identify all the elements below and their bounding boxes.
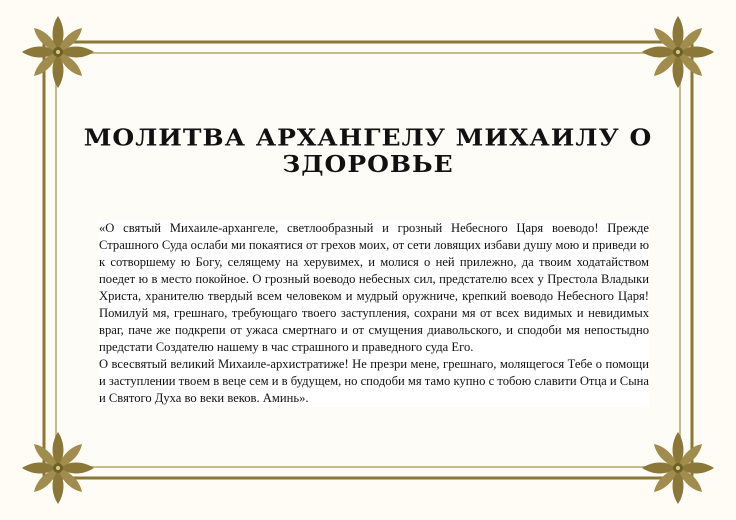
prayer-paragraph: «О святый Михаиле-архангеле, светлообразный и грозный Небесного Царя воеводо! Прежде Страшного Суда ослаби ми покаятися от грехов моих, от сети ловящих избави душу мою и приведи ю к сотворшему ю Богу, селящему на херувимех, и молися о ней прилежно, да твоим ходатайством поедет ю в место покойное. О грозный воеводо небесных сил, предстателю всех у Престола Владыки Христа, хранителю твердый всем человеком и мудрый оружниче, крепкий воеводо Небесного Царя! Помилуй мя, грешнаго, требующаго твоего заступления, сохрани мя от всех видимых и невидимых враг, паче же подкрепи от ужаса смертнаго и от смущения диавольского, и сподоби мя непостыдно предстати Создателю нашему в час страшного и праведного суда Его. xyxy=(99,221,649,354)
corner-ornament-icon xyxy=(642,432,714,504)
prayer-paragraph: О всесвятый великий Михаиле-архистратиже! Не презри мене, грешнаго, молящегося Тебе о помощи и заступлении твоем в веце сем и в будущем, но сподоби мя тамо купно с тобою славити Отца и Сына и Святого Духа во веки веков. Аминь». xyxy=(99,357,649,405)
prayer-title: МОЛИТВА АРХАНГЕЛУ МИХАИЛУ О ЗДОРОВЬЕ xyxy=(83,124,653,178)
corner-ornament-icon xyxy=(642,16,714,88)
prayer-text xyxy=(99,220,649,407)
corner-ornament-icon xyxy=(22,432,94,504)
corner-ornament-icon xyxy=(22,16,94,88)
